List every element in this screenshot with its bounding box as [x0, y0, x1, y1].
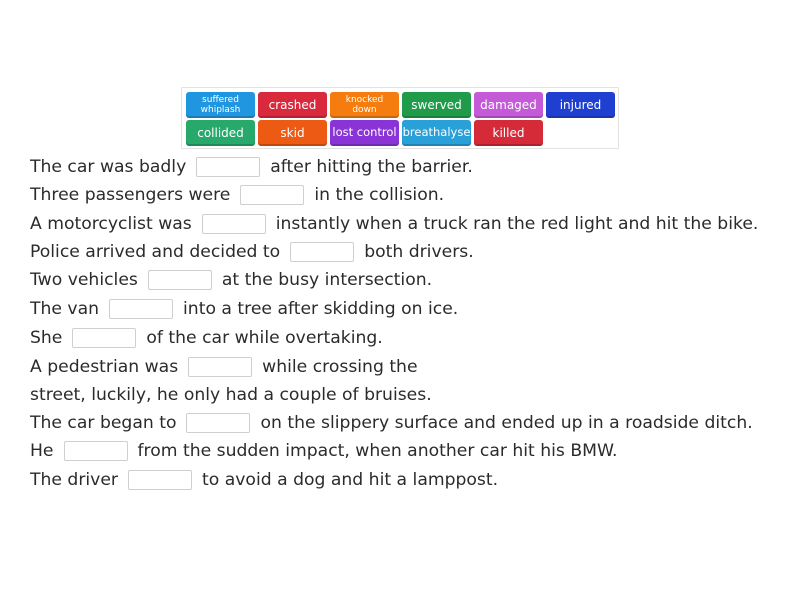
sentence-text-after: of the car while overtaking. [146, 328, 383, 348]
answer-drop-zone[interactable] [186, 413, 250, 433]
answer-drop-zone[interactable] [290, 242, 354, 262]
sentence-row [30, 325, 383, 351]
sentence-row [30, 382, 432, 408]
sentence-text-after: both drivers. [364, 242, 474, 262]
sentence-text-after: while crossing the [262, 357, 418, 377]
sentence-row [30, 239, 474, 265]
sentence-row [30, 467, 498, 493]
sentence-text-before: Three passengers were [30, 185, 231, 205]
sentence-text-after: after hitting the barrier. [270, 157, 473, 177]
word-tile-skid[interactable]: skid [258, 120, 327, 146]
sentence-text-before: Police arrived and decided to [30, 242, 281, 262]
sentence-text-before: Two vehicles [30, 270, 138, 290]
sentence-text-before: He [30, 441, 54, 461]
answer-drop-zone[interactable] [64, 441, 128, 461]
answer-drop-zone[interactable] [188, 357, 252, 377]
sentence-row [30, 267, 432, 293]
sentence-text-after: into a tree after skidding on ice. [183, 299, 459, 319]
word-tile-suffered-whiplash[interactable]: suffered whiplash [186, 92, 255, 118]
word-tile-killed[interactable]: killed [474, 120, 543, 146]
answer-drop-zone[interactable] [196, 157, 260, 177]
sentence-row [30, 211, 758, 237]
word-tile-crashed[interactable]: crashed [258, 92, 327, 118]
sentence-text-before: The van [30, 299, 100, 319]
word-tile-swerved[interactable]: swerved [402, 92, 471, 118]
sentence-text-after: at the busy intersection. [221, 270, 433, 290]
answer-drop-zone[interactable] [148, 270, 212, 290]
answer-drop-zone[interactable] [109, 299, 173, 319]
sentence-text-before: The car began to [30, 413, 177, 433]
sentence-text-after: in the collision. [314, 185, 445, 205]
sentence-text-after: on the slippery surface and ended up in a roadside ditch. [260, 413, 753, 433]
word-tile-lost-control[interactable]: lost control [330, 120, 399, 146]
sentence-row [30, 354, 418, 380]
sentence-row [30, 438, 617, 464]
sentence-text-after: to avoid a dog and hit a lamppost. [202, 470, 499, 490]
sentence-text-before: She [30, 328, 63, 348]
sentence-text-before: A motorcyclist was [30, 214, 192, 234]
word-tile-collided[interactable]: collided [186, 120, 255, 146]
sentence-text-before: The driver [30, 470, 118, 490]
sentence-text-after: from the sudden impact, when another car hit his BMW. [137, 441, 618, 461]
sentence-text-before: A pedestrian was [30, 357, 179, 377]
sentence-row [30, 296, 458, 322]
word-tile-knocked-down[interactable]: knocked down [330, 92, 399, 118]
answer-drop-zone[interactable] [240, 185, 304, 205]
answer-drop-zone[interactable] [72, 328, 136, 348]
answer-drop-zone[interactable] [128, 470, 192, 490]
sentence-row [30, 154, 473, 180]
answer-drop-zone[interactable] [202, 214, 266, 234]
word-tile-damaged[interactable]: damaged [474, 92, 543, 118]
sentence-row [30, 182, 444, 208]
sentence-row [30, 410, 753, 436]
sentence-text-before: The car was badly [30, 157, 187, 177]
sentence-text-after: instantly when a truck ran the red light and hit the bike. [275, 214, 759, 234]
word-tile-injured[interactable]: injured [546, 92, 615, 118]
word-tile-breathalyse[interactable]: breathalyse [402, 120, 471, 146]
sentence-text-continued: street, luckily, he only had a couple of bruises. [30, 385, 432, 405]
